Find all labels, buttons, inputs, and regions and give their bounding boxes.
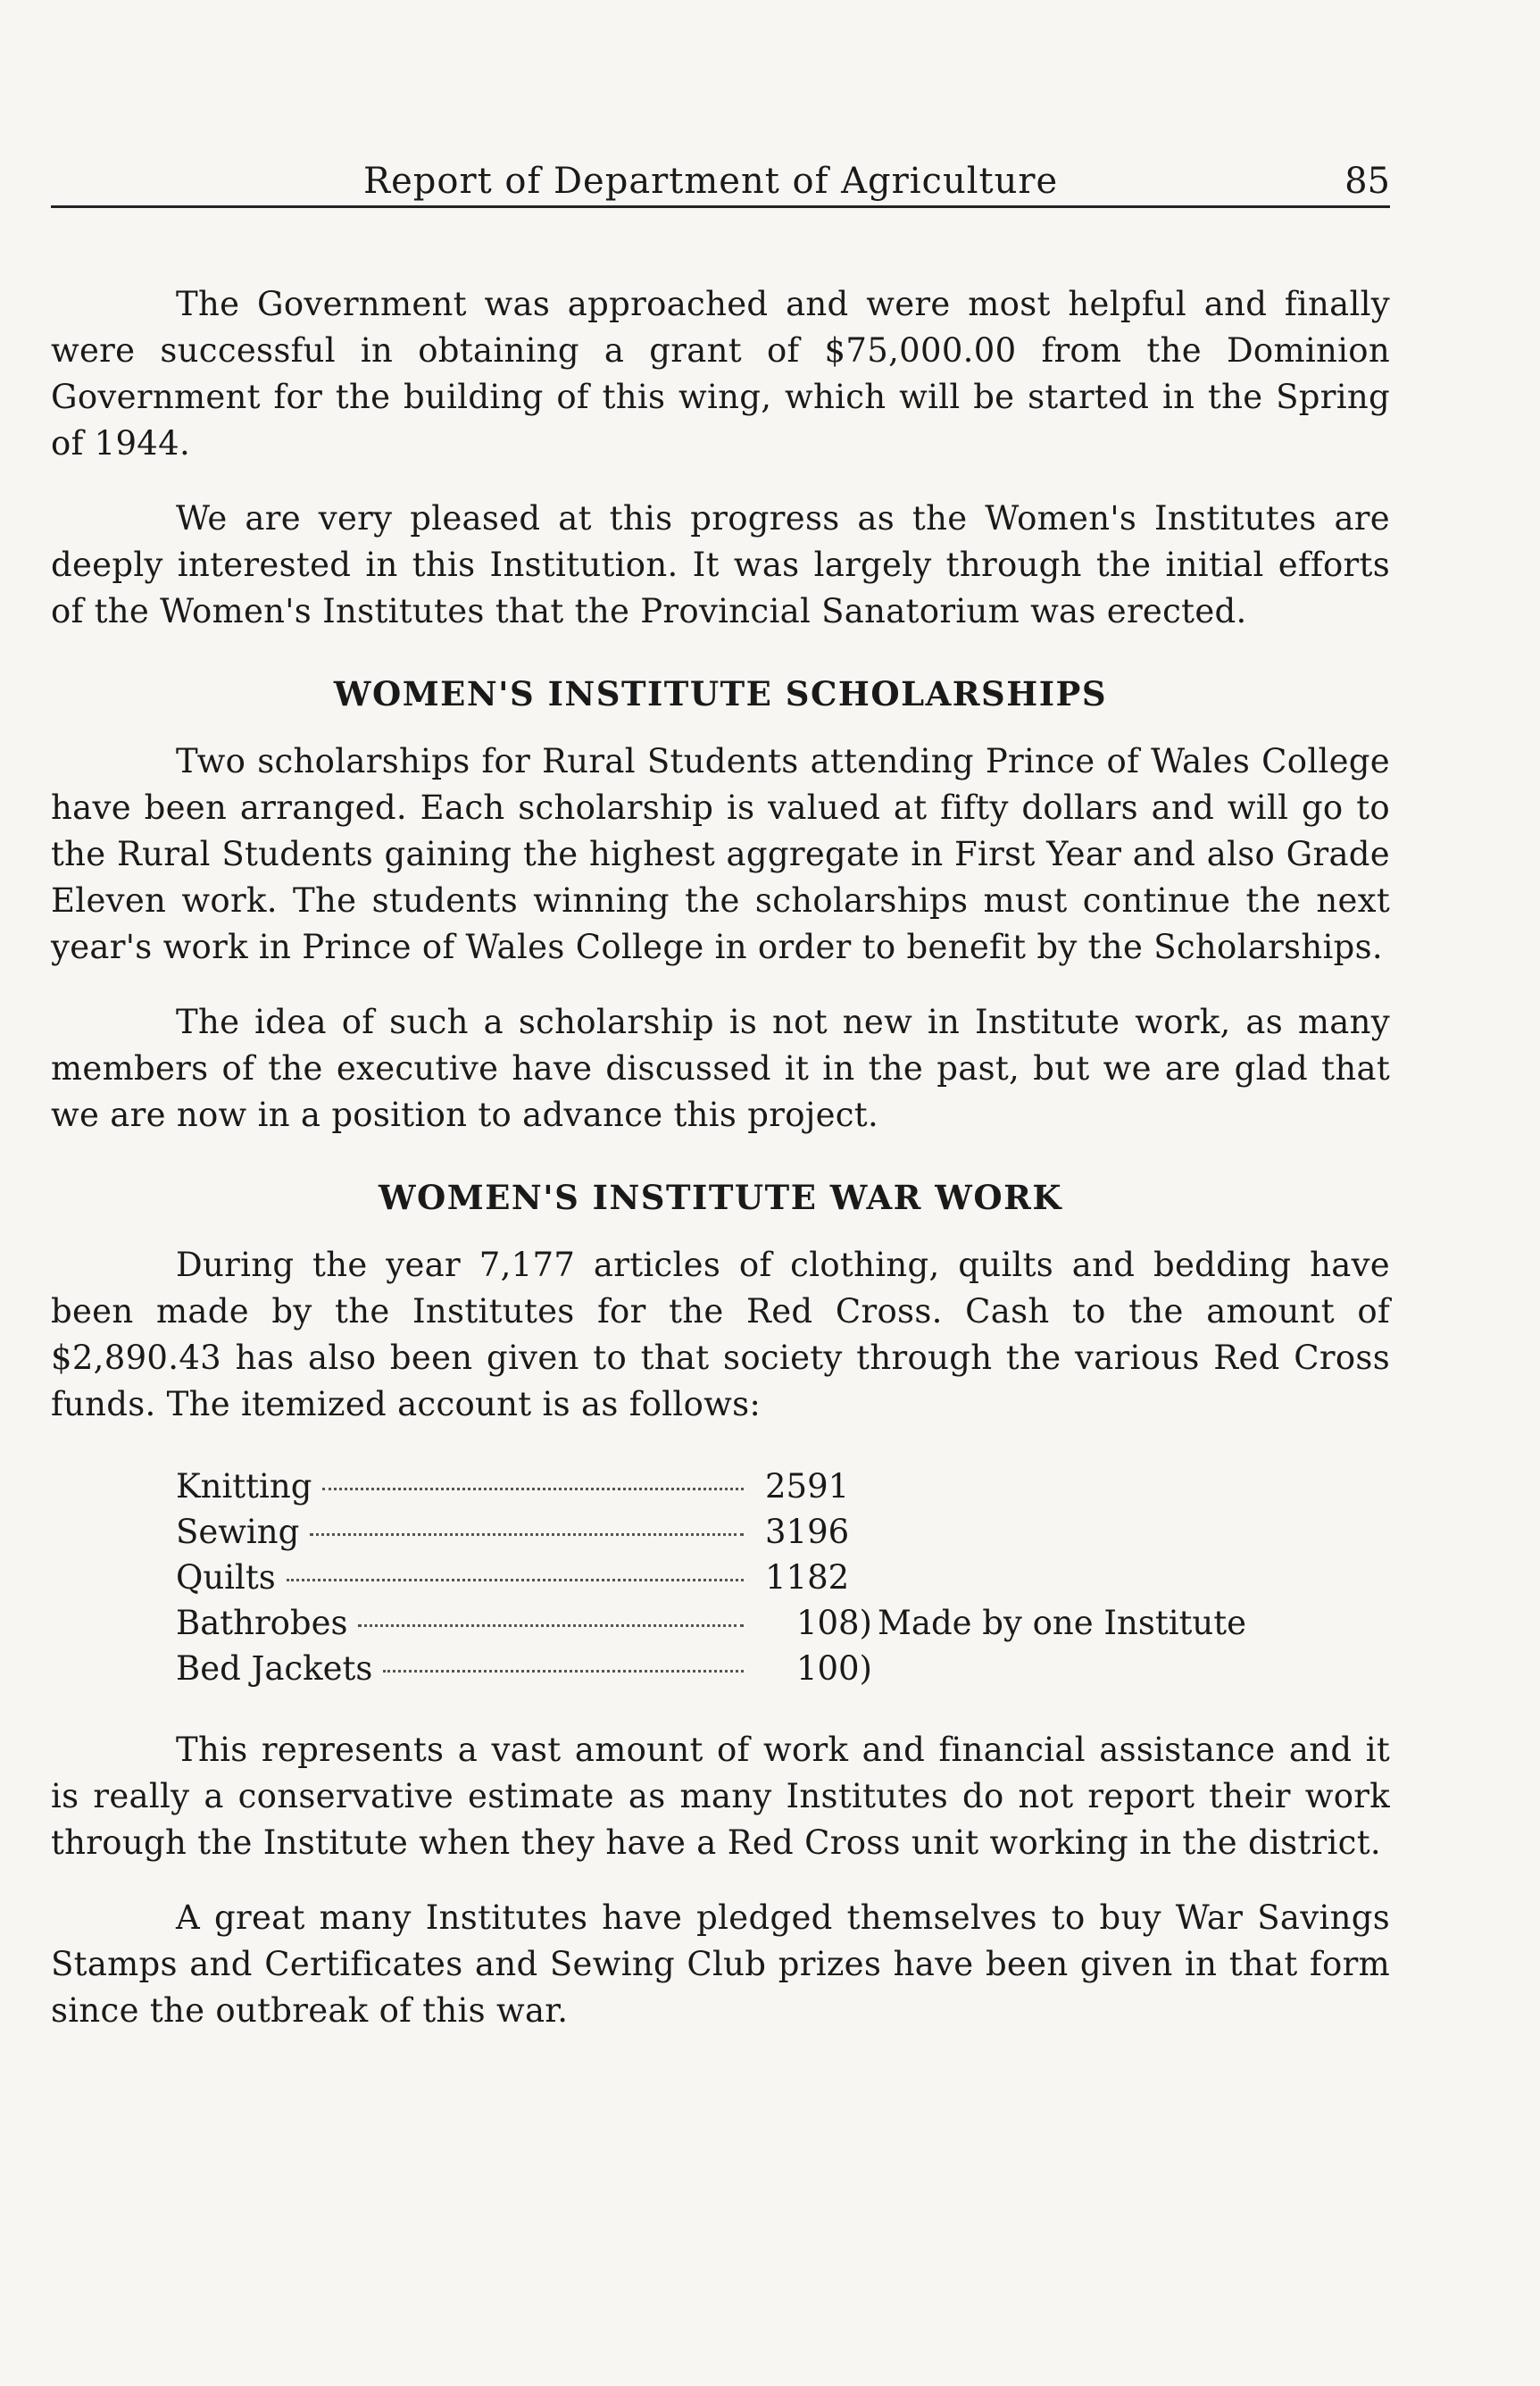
itemized-account [176, 1464, 1336, 1691]
paragraph-scholarship-idea: The idea of such a scholarship is not new in Institute work, as many members of the executive have discussed it in the past, but we are glad that we are now in a position to advance this project. [51, 1003, 1390, 1134]
list-item [176, 1464, 1336, 1509]
list-item [176, 1646, 1336, 1691]
dot-leader [310, 1533, 744, 1536]
paragraph-war-work: During the year 7,177 articles of clothing, quilts and bedding have been made by the Institutes for the Red Cross. Cash to the amount of $2,890.43 has also been given to that society through the various Red Cross funds. The itemized account is as follows: [51, 1246, 1390, 1423]
item-label: Bathrobes [176, 1604, 348, 1642]
list-item [176, 1555, 1336, 1600]
item-value: 2591 [765, 1467, 850, 1506]
running-title: Report of Department of Agriculture [363, 161, 1059, 202]
item-value: 3196 [765, 1513, 850, 1551]
paragraph-scholarships: Two scholarships for Rural Students attending Prince of Wales College have been arranged. Each scholarship is valued at fifty dollars and will go to the Rural Students gaining the highest aggregate in First Year and also Grade Eleven work. The students winning the scholarships must continue the next year's work in Prince of Wales College in order to benefit by the Scholarships. [51, 742, 1390, 966]
list-item [176, 1600, 1336, 1646]
dot-leader [358, 1624, 744, 1627]
heading-scholarships: WOMEN'S INSTITUTE SCHOLARSHIPS [333, 674, 1108, 713]
paragraph-progress: We are very pleased at this progress as the Women's Institutes are deeply interested in this Institution. It was largely through the initial efforts of the Women's Institutes that the Provincial Sanatorium was erected. [51, 499, 1390, 630]
paragraph-conservative-estimate: This represents a vast amount of work and financial assistance and it is really a conservative estimate as many Institutes do not report their work through the Institute when they have a Red Cross unit working in the district. [51, 1731, 1390, 1862]
document-page [51, 143, 1390, 2030]
paragraph-grant: The Government was approached and were most helpful and finally were successful in obtaining a grant of $75,000.00 from the Dominion Government for the building of this wing, which will be started in the Spring of 1944. [51, 285, 1390, 463]
page-header [51, 143, 1390, 208]
page-body [51, 281, 1390, 2034]
item-label: Bed Jackets [176, 1649, 373, 1688]
heading-war-work: WOMEN'S INSTITUTE WAR WORK [378, 1178, 1062, 1217]
item-label: Quilts [176, 1558, 276, 1597]
item-note: Made by one Institute [878, 1604, 1246, 1642]
page-number: 85 [1344, 161, 1390, 202]
dot-leader [383, 1670, 744, 1673]
list-item [176, 1509, 1336, 1555]
item-value: 100) [795, 1649, 872, 1688]
item-value: 108) [795, 1604, 872, 1642]
item-value: 1182 [765, 1558, 850, 1597]
dot-leader [287, 1579, 744, 1581]
item-label: Knitting [176, 1467, 312, 1506]
item-label: Sewing [176, 1513, 300, 1551]
dot-leader [322, 1488, 744, 1490]
paragraph-war-savings: A great many Institutes have pledged themselves to buy War Savings Stamps and Certificates and Sewing Club prizes have been given in that form since the outbreak of this war. [51, 1898, 1390, 2030]
